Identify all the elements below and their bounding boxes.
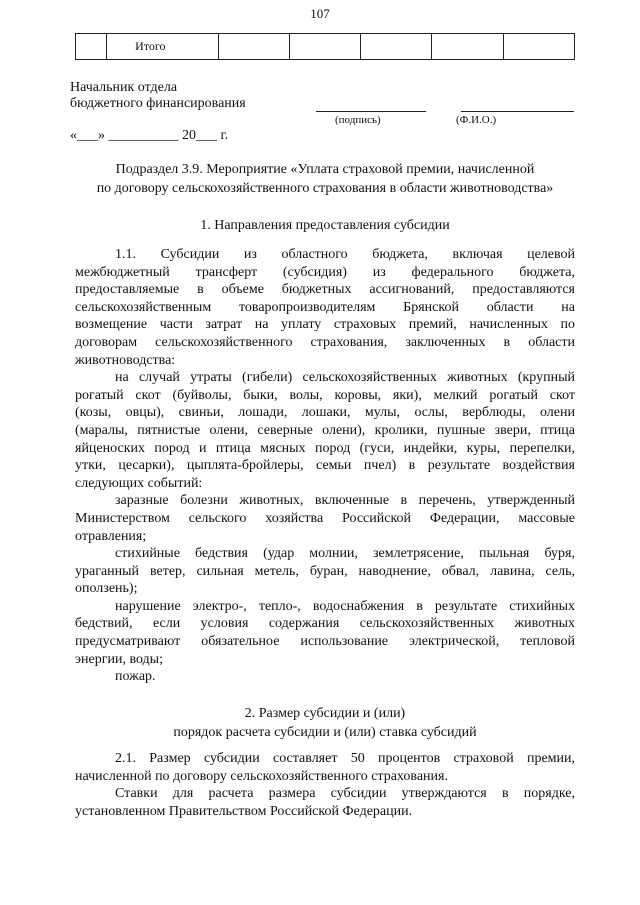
section-2-heading — [75, 704, 575, 742]
text-line: животноводства: — [75, 352, 176, 368]
text-line: межбюджетный трансферт (субсидия) из федерального бюджета, — [75, 264, 575, 280]
text-line: энергии, воды; — [75, 651, 163, 667]
text-line: рогатый скот (буйволы, быки, волы, коровы, яки), мелкий рогатый скот — [75, 387, 575, 403]
date-line: «___» __________ 20___ г. — [70, 128, 229, 143]
text-line: (козы, овцы), свиньи, лошади, лошаки, мулы, ослы, верблюды, олени — [75, 405, 575, 421]
section-2-heading-line2: порядок расчета субсидии и (или) ставка субсидий — [173, 725, 477, 740]
text-line: оползень); — [75, 581, 138, 597]
section-1-heading: 1. Направления предоставления субсидии — [200, 218, 450, 233]
section-2-heading-line1: 2. Размер субсидии и (или) — [244, 706, 406, 721]
paragraph-2-1 — [75, 750, 575, 785]
table-cell — [432, 34, 503, 60]
text-line: нарушение электро-, тепло-, водоснабжения в результате стихийных — [115, 598, 575, 614]
text-line: ураганный ветер, сильная метель, буран, наводнение, обвал, лавина, сель, — [75, 563, 575, 579]
paragraph-1-1 — [75, 246, 575, 369]
text-line: утки, цесарки), цыплята-бройлеры, семьи пчел) в результате воздействия — [75, 458, 575, 474]
text-line: возмещение части затрат на уплату страховых премий, начисленных по — [75, 317, 575, 333]
text-line: Ставки для расчета размера субсидии утверждаются в порядке, — [115, 786, 575, 802]
page-number: 107 — [310, 6, 330, 21]
table-row — [76, 34, 575, 60]
text-line: договорам сельскохозяйственного страхования, заключенных в области — [75, 334, 575, 350]
itogo-label: Итого — [107, 34, 218, 60]
paragraph-fire — [75, 668, 575, 686]
signature-line — [316, 111, 426, 112]
text-line: 2.1. Размер субсидии составляет 50 процентов страховой премии, — [115, 751, 575, 766]
table-cell — [76, 34, 107, 60]
text-line: на случай утраты (гибели) сельскохозяйственных животных (крупный — [115, 370, 575, 386]
text-line: следующих событий: — [75, 475, 203, 491]
text-line: предусматривают обязательное использование электрической, тепловой — [75, 634, 575, 650]
name-line — [461, 111, 574, 112]
paragraph-disasters — [75, 545, 575, 598]
text-line: отравления; — [75, 528, 147, 544]
text-line: начисленной по договору сельскохозяйственного страхования. — [75, 768, 448, 784]
table-cell — [218, 34, 289, 60]
text-line: заразные болезни животных, включенные в перечень, утвержденный — [115, 493, 575, 509]
table-cell — [289, 34, 360, 60]
text-line: стихийные бедствия (удар молнии, землетрясение, пыльная буря, — [115, 546, 575, 562]
name-caption: (Ф.И.О.) — [456, 114, 497, 126]
section-1-body — [75, 246, 575, 686]
text-line: 1.1. Субсидии из областного бюджета, включая целевой — [115, 247, 575, 262]
paragraph-rates — [75, 785, 575, 820]
signature-caption: (подпись) — [335, 114, 381, 126]
text-line: (маралы, пятнистые олени, северные олени), кролики, пушные звери, птица — [75, 422, 575, 438]
signature-title-line2: бюджетного финансирования — [70, 96, 246, 111]
signature-title-line1: Начальник отдела — [70, 80, 178, 95]
paragraph-diseases — [75, 492, 575, 545]
table-cell — [361, 34, 432, 60]
table-cell — [503, 34, 574, 60]
text-line: пожар. — [115, 669, 156, 685]
text-line: яйценоских пород и птица мясных пород (гуси, индейки, куры, перепелки, — [75, 440, 575, 456]
paragraph-loss-cases — [75, 369, 575, 492]
text-line: сельскохозяйственным товаропроизводителям Брянской области на — [75, 299, 575, 315]
text-line: установленном Правительством Российской Федерации. — [75, 803, 413, 819]
subsection-heading-line2: по договору сельскохозяйственного страхования в области животноводства» — [96, 181, 554, 196]
subsection-heading-line1: Подраздел 3.9. Мероприятие «Уплата страховой премии, начисленной — [115, 162, 535, 177]
text-line: бедствий, если условия содержания сельскохозяйственных животных — [75, 616, 575, 632]
subsection-heading — [75, 160, 575, 198]
text-line: предоставляемые в объеме бюджетных ассигнований, предоставляются — [75, 282, 575, 298]
section-2-body — [75, 750, 575, 820]
text-line: Министерством сельского хозяйства Российской Федерации, массовые — [75, 510, 575, 526]
paragraph-utilities — [75, 598, 575, 668]
itogo-table — [75, 33, 575, 60]
